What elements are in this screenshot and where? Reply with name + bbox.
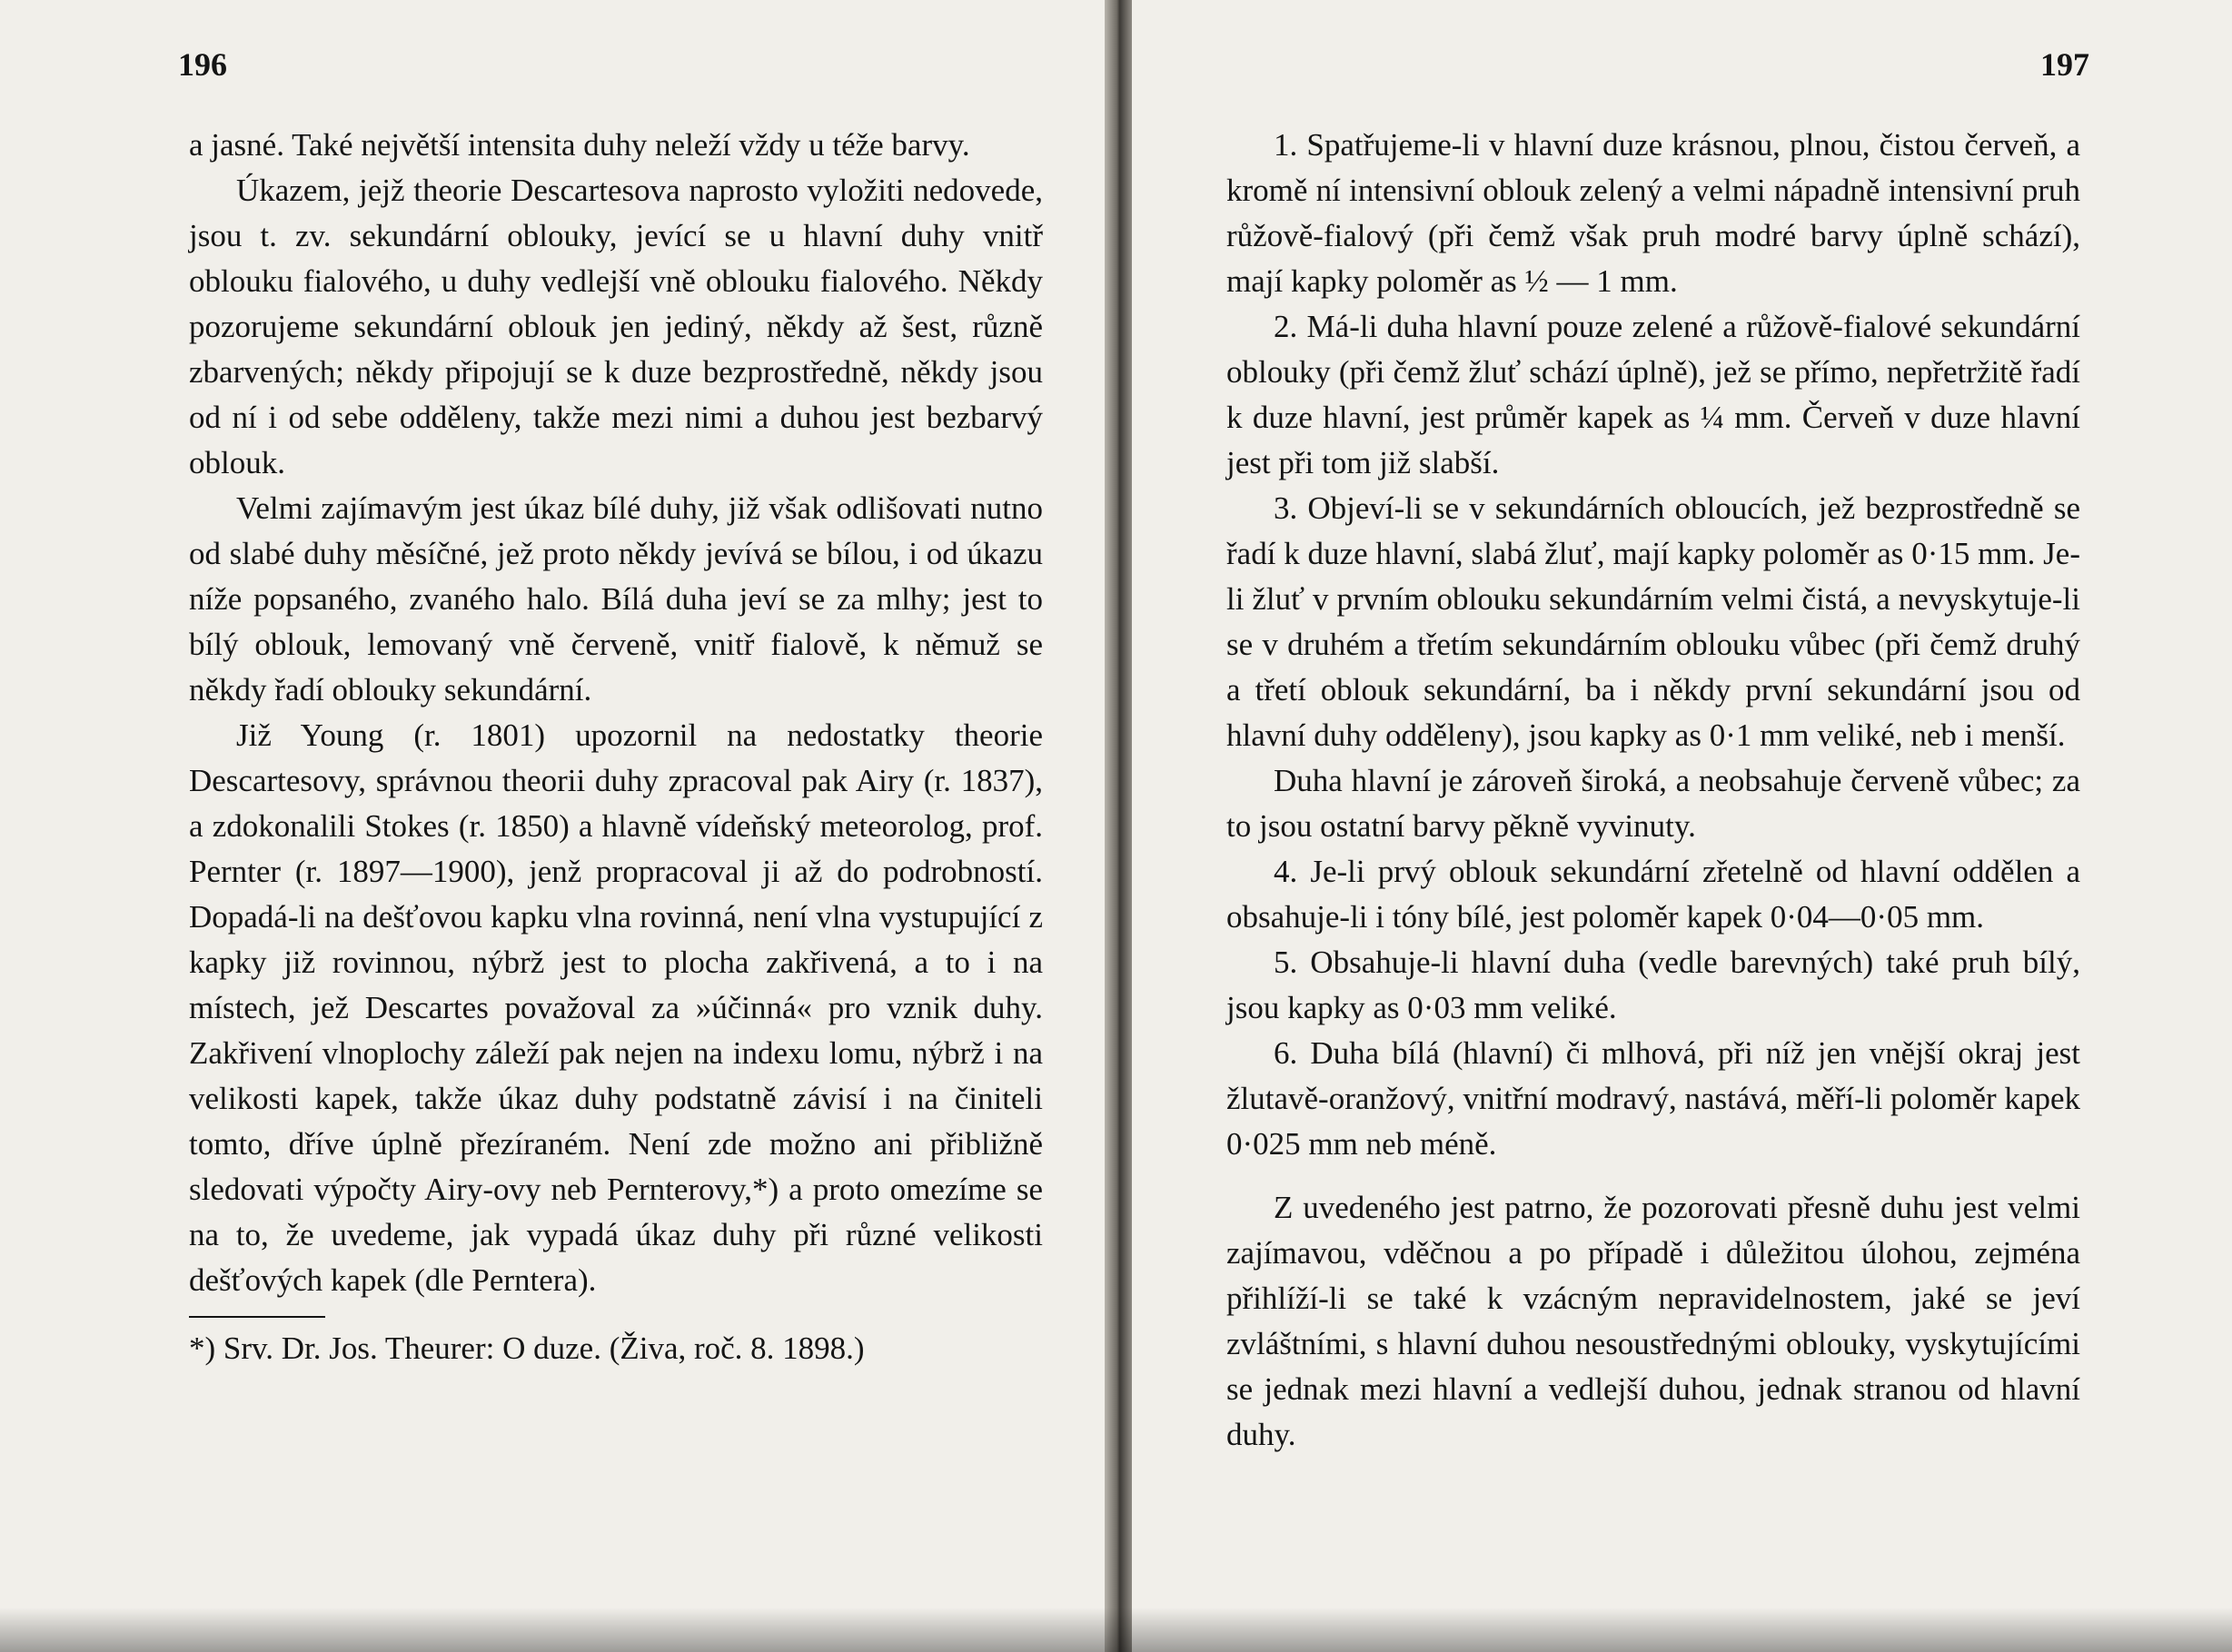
footnote-divider: [189, 1316, 325, 1318]
paragraph: 2. Má-li duha hlavní pouze zelené a růžově-fialové sekundární oblouky (při čemž žluť schází úplně), jež se přímo, nepřetržitě řadí k duze hlavní, jest průměr kapek as ¼ mm. Červeň v duze hlavní jest při tom již slabší.: [1226, 309, 2080, 480]
footnote: *) Srv. Dr. Jos. Theurer: O duze. (Živa, roč. 8. 1898.): [189, 1331, 865, 1366]
paragraph: 3. Objeví-li se v sekundárních obloucích, jež bezprostředně se řadí k duze hlavní, slabá žluť, mají kapky poloměr as 0·15 mm. Je-li žluť v prvním oblouku sekundárním velmi čistá, a nevyskytuje-li se v druhém a třetím sekundárním oblouku vůbec (při čemž druhý a třetí oblouk sekundární, ba i někdy první sekundární jsou od hlavní duhy odděleny), jsou kapky as 0·1 mm veliké, neb i menší.: [1226, 490, 2080, 753]
paragraph: Již Young (r. 1801) upozornil na nedostatky theorie Descartesovy, správnou theorii duhy zpracoval pak Airy (r. 1837), a zdokonalili Stokes (r. 1850) a hlavně vídeňský meteorolog, prof. Pernter (r. 1897—1900), jenž propracoval ji až do podrobností. Dopadá-li na dešťovou kapku vlna rovinná, není vlna vystupující z kapky již rovinnou, nýbrž jest to plocha zakřivená, a to i na místech, jež Descartes považoval za »účinná« pro vznik duhy. Zakřivení vlnoplochy záleží pak nejen na indexu lomu, nýbrž i na velikosti kapek, takže úkaz duhy podstatně závisí i na činiteli tomto, dříve úplně přezíraném. Není zde možno ani přibližně sledovati výpočty Airy-ovy neb Pernterovy,*) a proto omezíme se na to, že uvedeme, jak vypadá úkaz duhy při různé velikosti dešťových kapek (dle Perntera).: [189, 717, 1043, 1298]
paragraph: 4. Je-li prvý oblouk sekundární zřetelně od hlavní oddělen a obsahuje-li i tóny bílé, jest poloměr kapek 0·04—0·05 mm.: [1226, 854, 2080, 935]
page-number: 197: [2040, 46, 2089, 83]
paragraph: Z uvedeného jest patrno, že pozorovati přesně duhu jest velmi zajímavou, vděčnou a po případě i důležitou úlohou, zejména přihlíží-li se také k vzácným nepravidelnostem, jaké se jeví zvláštními, s hlavní duhou nesoustřednými oblouky, vyskytujícími se jednak mezi hlavní a vedlejší duhou, jednak stranou od hlavní duhy.: [1226, 1190, 2080, 1452]
paragraph: 1. Spatřujeme-li v hlavní duze krásnou, plnou, čistou červeň, a kromě ní intensivní oblouk zelený a velmi nápadně intensivní pruh růžově-fialový (při čemž však pruh modré barvy úplně schází), mají kapky poloměr as ½ — 1 mm.: [1226, 127, 2080, 299]
paragraph: a jasné. Také největší intensita duhy neleží vždy u téže barvy.: [189, 127, 970, 163]
paragraph: Velmi zajímavým jest úkaz bílé duhy, již však odlišovati nutno od slabé duhy měsíčné, jež proto někdy jevívá se bílou, i od úkazu níže popsaného, zvaného halo. Bílá duha jeví se za mlhy; jest to bílý oblouk, lemovaný vně červeně, vnitř fialově, k němuž se někdy řadí oblouky sekundární.: [189, 490, 1043, 707]
right-page: [1125, 0, 2232, 1652]
paragraph: 6. Duha bílá (hlavní) či mlhová, při níž jen vnější okraj jest žlutavě-oranžový, vnitřní modravý, nastává, měří-li poloměr kapek 0·025 mm neb méně.: [1226, 1035, 2080, 1162]
page-number: 196: [178, 46, 227, 83]
paragraph: Duha hlavní je zároveň široká, a neobsahuje červeně vůbec; za to jsou ostatní barvy pěkně vyvinuty.: [1226, 763, 2080, 844]
book-gutter: [1105, 0, 1132, 1652]
page-bottom-shadow: [0, 1607, 2232, 1652]
right-page-text: [1226, 123, 2080, 1458]
paragraph: Úkazem, jejž theorie Descartesova naprosto vyložiti nedovede, jsou t. zv. sekundární oblouky, jevící se u hlavní duhy vnitř oblouku fialového, u duhy vedlejší vně oblouku fialového. Někdy pozorujeme sekundární oblouk jen jediný, někdy až šest, různě zbarvených; někdy připojují se k duze bezprostředně, někdy jsou od ní i od sebe odděleny, takže mezi nimi a duhou jest bezbarvý oblouk.: [189, 173, 1043, 480]
paragraph: 5. Obsahuje-li hlavní duha (vedle barevných) také pruh bílý, jsou kapky as 0·03 mm veliké.: [1226, 945, 2080, 1025]
left-page-text: [189, 123, 1043, 1370]
